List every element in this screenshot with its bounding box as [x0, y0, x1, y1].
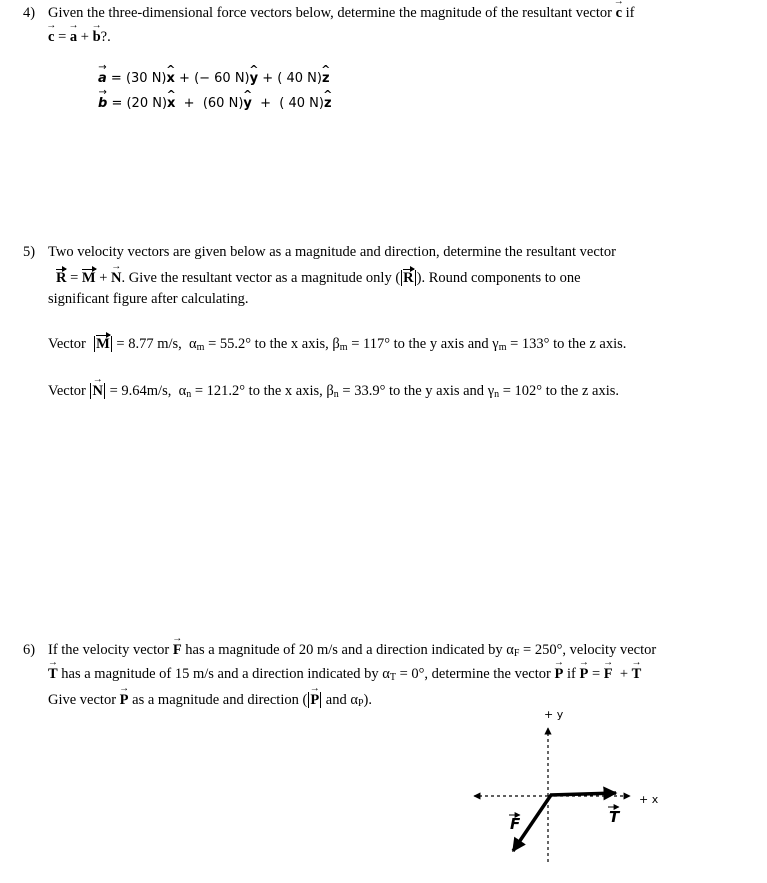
q6-alphaF: = 250°, velocity vector [523, 642, 657, 658]
q6-line1-a: If the velocity vector [48, 642, 170, 658]
q6-P: → P [554, 666, 563, 683]
q6-line1-b: has a magnitude of 20 m/s and a direction indicated by [185, 642, 503, 658]
q5-line2-mid: . Give the resultant vector as a magnitude only ( [121, 270, 401, 286]
q4-if: if [625, 5, 635, 21]
plus-x-label: + x [639, 793, 659, 806]
q5-vecM-rest: = 8.77 m/s, [116, 336, 182, 352]
q5-line2: R = M + → N. Give the resultant vector as a magnitude only ( R ). Round components to one [56, 270, 581, 287]
q5-vecN-alpha: = 121.2° to the x axis, [194, 383, 323, 399]
q6-line2-a: has a magnitude of 15 m/s and a direction indicated by [61, 666, 379, 682]
q6-P-eq: → P [579, 666, 588, 683]
sub-m: m [498, 342, 507, 353]
q6-T: → T [48, 666, 58, 683]
q4-b-x: (20 N) [126, 96, 168, 111]
q5-N: → N [111, 270, 121, 287]
sub-m: m [339, 342, 348, 353]
q6-T-eq: → T [632, 666, 642, 683]
q6-alphaT: = 0°, determine the vector [399, 666, 551, 682]
q4-eq-b: → b [93, 29, 101, 46]
q6-close: ). [363, 692, 372, 708]
q4-line2: → c = → a + → b?. [48, 29, 111, 46]
F-label: F [510, 815, 521, 833]
z-hat: ^ z [322, 71, 330, 86]
q5-number: 5) [23, 244, 36, 260]
q5-vecN-gamma: = 102° to the z axis. [502, 383, 619, 399]
q4-number: 4) [23, 5, 36, 21]
q6-line3-a: Give vector [48, 692, 117, 708]
q6-number: 6) [23, 642, 36, 658]
q5-vecM-beta: = 117° to the y axis and [351, 336, 489, 352]
q5-vecM-alpha: = 55.2° to the x axis, [208, 336, 329, 352]
sub-n: n [333, 389, 339, 400]
q5-vector-N: Vector → N = 9.64m/s, $\alpha_n = 121.2^\circ$ to the x axis, $\beta_n = 33.9^\circ$ to the y axis and $\gamma_n = 102^\circ$ to the z axis. [48, 383, 619, 400]
q5-R-mag: R [403, 270, 414, 286]
q5-vecN-label: Vector [48, 383, 86, 399]
q4-c-vector: → c [616, 5, 622, 22]
q4-eq-a: → a [70, 29, 77, 46]
q6-F: → F [173, 642, 182, 659]
q6-F-eq: → F [604, 666, 613, 683]
q5-vecN-beta: = 33.9° to the y axis and [342, 383, 485, 399]
vector-T-arrow [550, 793, 616, 795]
q5-vecM-label: Vector [48, 336, 86, 352]
q4-b-z: ( 40 N) [279, 96, 324, 111]
q4-eq-c: → c [48, 29, 54, 46]
sub-F: F [513, 648, 520, 659]
q4-a-name: → a [98, 71, 107, 86]
y-hat: ^ y [243, 96, 251, 111]
sub-n: n [494, 389, 500, 400]
q6-and: and [325, 692, 347, 708]
q6-line3: Give vector → P as a magnitude and direction (→ P and $\alpha_P$). [48, 692, 372, 709]
q5-vecM-gamma: = 133° to the z axis. [510, 336, 627, 352]
q5-N-mag: → N [92, 383, 102, 400]
q6-P-3: → P [120, 692, 129, 709]
q6-line2: → T has a magnitude of 15 m/s and a direction indicated by $\alpha_T = 0^\circ$, determine the vector → P if → P = → F + → T [48, 666, 641, 683]
y-hat: ^ y [250, 71, 258, 86]
q5-line3: significant figure after calculating. [48, 291, 249, 307]
sub-T: T [389, 672, 396, 683]
q5-line2-end: ). Round components to one [416, 270, 581, 286]
plus-y-label: + y [544, 708, 564, 721]
x-hat: ^ x [167, 71, 175, 86]
z-hat: ^ z [324, 96, 332, 111]
q4-vector-a: → a = (30 N)^ x + (− 60 N)^ y + ( 40 N)^ z [98, 71, 330, 86]
q4-b-name: → b [98, 96, 107, 111]
q6-if: if [566, 666, 576, 682]
q4-eq-end: ?. [100, 29, 111, 45]
q6-line1: If the velocity vector → F has a magnitude of 20 m/s and a direction indicated by $\alpha_F = 250^\circ$, velocity vector [48, 642, 656, 659]
q4-vector-b: → b = (20 N)^ x + (60 N)^ y + ( 40 N)^ z [98, 96, 332, 111]
q6-line3-b: as a magnitude and direction ( [132, 692, 308, 708]
q6-P-mag: → P [310, 692, 319, 709]
q5-M: M [81, 270, 96, 286]
q5-vecN-rest: = 9.64m/s, [109, 383, 172, 399]
sub-m: m [196, 342, 205, 353]
q4-b-y: (60 N) [202, 96, 244, 111]
q4-a-y: (− 60 N) [194, 71, 250, 86]
x-hat: ^ x [167, 96, 175, 111]
q5-line1: Two velocity vectors are given below as a magnitude and direction, determine the resultant vector [48, 244, 616, 260]
q5-vector-M: Vector M = 8.77 m/s, $\alpha_m = 55.2^\circ$ to the x axis, $\beta_m = 117^\circ$ to the y axis and $\gamma_m = 133^\circ$ to the z axis. [48, 336, 627, 353]
sub-P: P [357, 698, 364, 709]
T-label: T [609, 808, 620, 826]
q5-R: R [56, 270, 67, 286]
q4-a-z: ( 40 N) [277, 71, 322, 86]
sub-n: n [186, 389, 192, 400]
q5-M-mag: M [96, 336, 110, 352]
q4-a-x: (30 N) [125, 71, 167, 86]
q4-text: Given the three-dimensional force vectors below, determine the magnitude of the resultant vector [48, 5, 612, 21]
